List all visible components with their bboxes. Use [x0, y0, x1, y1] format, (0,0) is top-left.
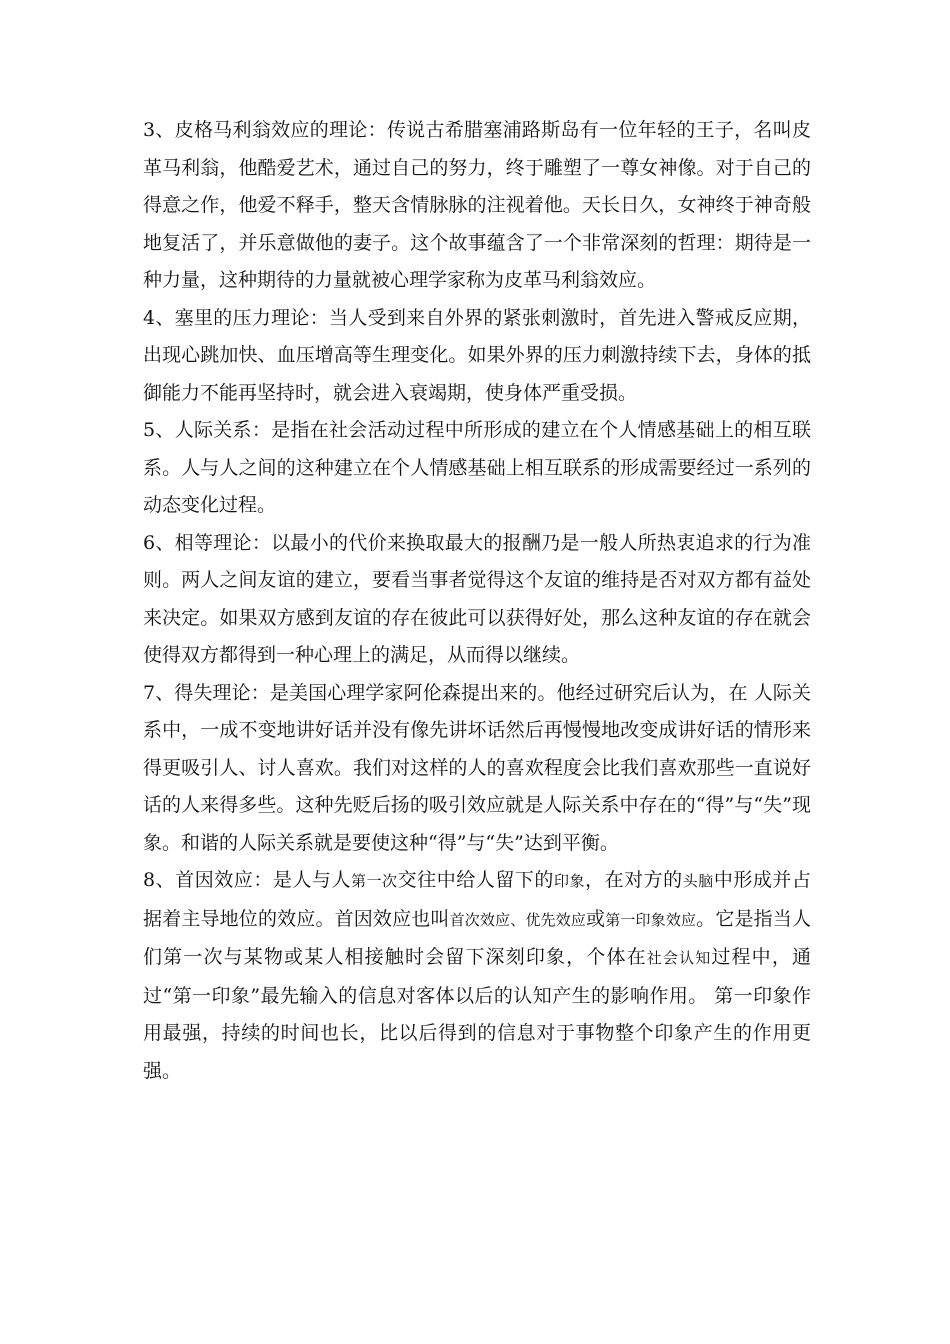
primacy-term-first-impression-effect: 第一印象效应 — [605, 910, 697, 929]
primacy-text-segment: 过程中，通过“第一印象”最先输入的信息对客体以后的认知产生的影响作用。 第一印象作用最强，持续的时间也长，比以后得到的信息对于事物整个印象产生的作用更强。 — [143, 946, 811, 1082]
primacy-text-segment: 8、首因效应：是人与人 — [143, 869, 352, 891]
primacy-text-segment: 中形成并占据着主导地位的效应。首因效应也叫 — [143, 869, 811, 930]
paragraph-pygmalion-effect: 3、皮格马利翁效应的理论：传说古希腊塞浦路斯岛有一位年轻的王子，名叫皮革马利翁，他酷爱艺术，通过自己的努力，终于雕塑了一尊女神像。对于自己的得意之作，他爱不释手，整天含情脉脉的注视着他。天长日久，女神终于神奇般地复活了，并乐意做他的妻子。这个故事蕴含了一个非常深刻的哲理：期待是一种力量，这种期待的力量就被心理学家称为皮革马利翁效应。 — [143, 119, 811, 291]
paragraph-primacy-effect — [143, 862, 811, 1090]
paragraph-selye-stress-theory: 4、塞里的压力理论：当人受到来自外界的紧张刺激时，首先进入警戒反应期，出现心跳加快、血压增高等生理变化。如果外界的压力刺激持续下去，身体的抵御能力不能再坚持时，就会进入衰竭期，使身体严重受损。 — [143, 306, 811, 404]
paragraph-gain-loss-theory: 7、得失理论：是美国心理学家阿伦森提出来的。他经过研究后认为，在 人际关系中，一成不变地讲好话并没有像先讲坏话然后再慢慢地改变成讲好话的情形来得更吸引人、讨人喜欢。我们对这样的人的喜欢程度会比我们喜欢那些一直说好话的人来得多些。这种先贬后扬的吸引效应就是人际关系中存在的“得”与“失”现象。和谐的人际关系就是要使这种“得”与“失”达到平衡。 — [143, 681, 811, 854]
primacy-term-alt-names: 首次效应、优先效应 — [449, 910, 587, 929]
paragraph-equity-theory: 6、相等理论：以最小的代价来换取最大的报酬乃是一般人所热衷追求的行为准则。两人之间友谊的建立，要看当事者觉得这个友谊的维持是否对双方都有益处来决定。如果双方感到友谊的存在彼此可以获得好处，那么这种友谊的存在就会使得双方都得到一种心理上的满足，从而得以继续。 — [143, 531, 811, 666]
paragraph-interpersonal-relations: 5、人际关系：是指在社会活动过程中所形成的建立在个人情感基础上的相互联系。人与人之间的这种建立在个人情感基础上相互联系的形成需要经过一系列的动态变化过程。 — [143, 419, 811, 516]
document-body — [143, 112, 811, 1090]
primacy-text-segment: ，在对方的 — [585, 869, 683, 891]
primacy-text-segment: 交往中给人留下的 — [397, 869, 554, 891]
primacy-term-impression: 印象 — [553, 872, 586, 890]
primacy-term-mind: 头脑 — [682, 872, 714, 890]
primacy-text-segment: 。它是指当人们第一次与某物或某人相接触时会留下深刻印象，个体在 — [143, 907, 811, 968]
primacy-term-first-time: 第一次 — [351, 872, 398, 890]
primacy-term-social-cognition: 社会认知 — [646, 949, 712, 967]
primacy-text-segment: 或 — [586, 907, 606, 930]
